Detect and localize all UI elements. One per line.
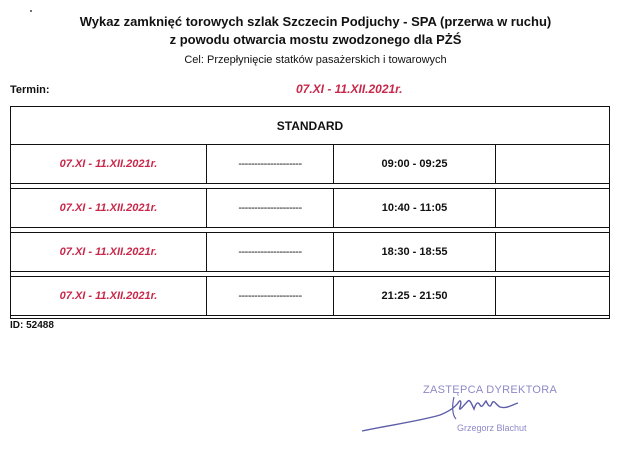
row-time: 18:30 - 18:55 bbox=[334, 233, 496, 271]
row-dashes: -------------------- bbox=[207, 277, 334, 315]
row-time: 09:00 - 09:25 bbox=[334, 145, 496, 183]
scan-dot bbox=[30, 10, 32, 12]
row-extra bbox=[496, 145, 609, 183]
termin-label: Termin: bbox=[10, 84, 50, 96]
stamp-name: Grzegorz Blachut bbox=[457, 423, 527, 433]
row-extra bbox=[496, 233, 609, 271]
table-row bbox=[11, 276, 609, 316]
document-title-line-1: Wykaz zamknięć torowych szlak Szczecin Podjuchy - SPA (przerwa w ruchu) bbox=[79, 14, 552, 29]
table-row bbox=[11, 144, 609, 184]
row-extra bbox=[496, 189, 609, 227]
row-extra bbox=[496, 277, 609, 315]
table-row bbox=[11, 188, 609, 228]
row-period: 07.XI - 11.XII.2021r. bbox=[11, 233, 207, 271]
row-dashes: -------------------- bbox=[207, 189, 334, 227]
schedule-table bbox=[10, 106, 610, 319]
document-id: ID: 52488 bbox=[10, 320, 54, 331]
stamp-title: ZASTĘPCA DYREKTORA bbox=[423, 384, 558, 396]
table-header: STANDARD bbox=[276, 119, 344, 133]
row-time: 10:40 - 11:05 bbox=[334, 189, 496, 227]
row-period: 07.XI - 11.XII.2021r. bbox=[11, 145, 207, 183]
row-dashes: -------------------- bbox=[207, 233, 334, 271]
row-dashes: -------------------- bbox=[207, 145, 334, 183]
document-title-line-2: z powodu otwarcia mostu zwodzonego dla PŻŚ bbox=[169, 32, 462, 47]
row-period: 07.XI - 11.XII.2021r. bbox=[11, 189, 207, 227]
termin-value: 07.XI - 11.XII.2021r. bbox=[296, 82, 403, 96]
table-row bbox=[11, 232, 609, 272]
row-time: 21:25 - 21:50 bbox=[334, 277, 496, 315]
row-period: 07.XI - 11.XII.2021r. bbox=[11, 277, 207, 315]
document-subtitle: Cel: Przepłynięcie statków pasażerskich i towarowych bbox=[184, 54, 447, 66]
